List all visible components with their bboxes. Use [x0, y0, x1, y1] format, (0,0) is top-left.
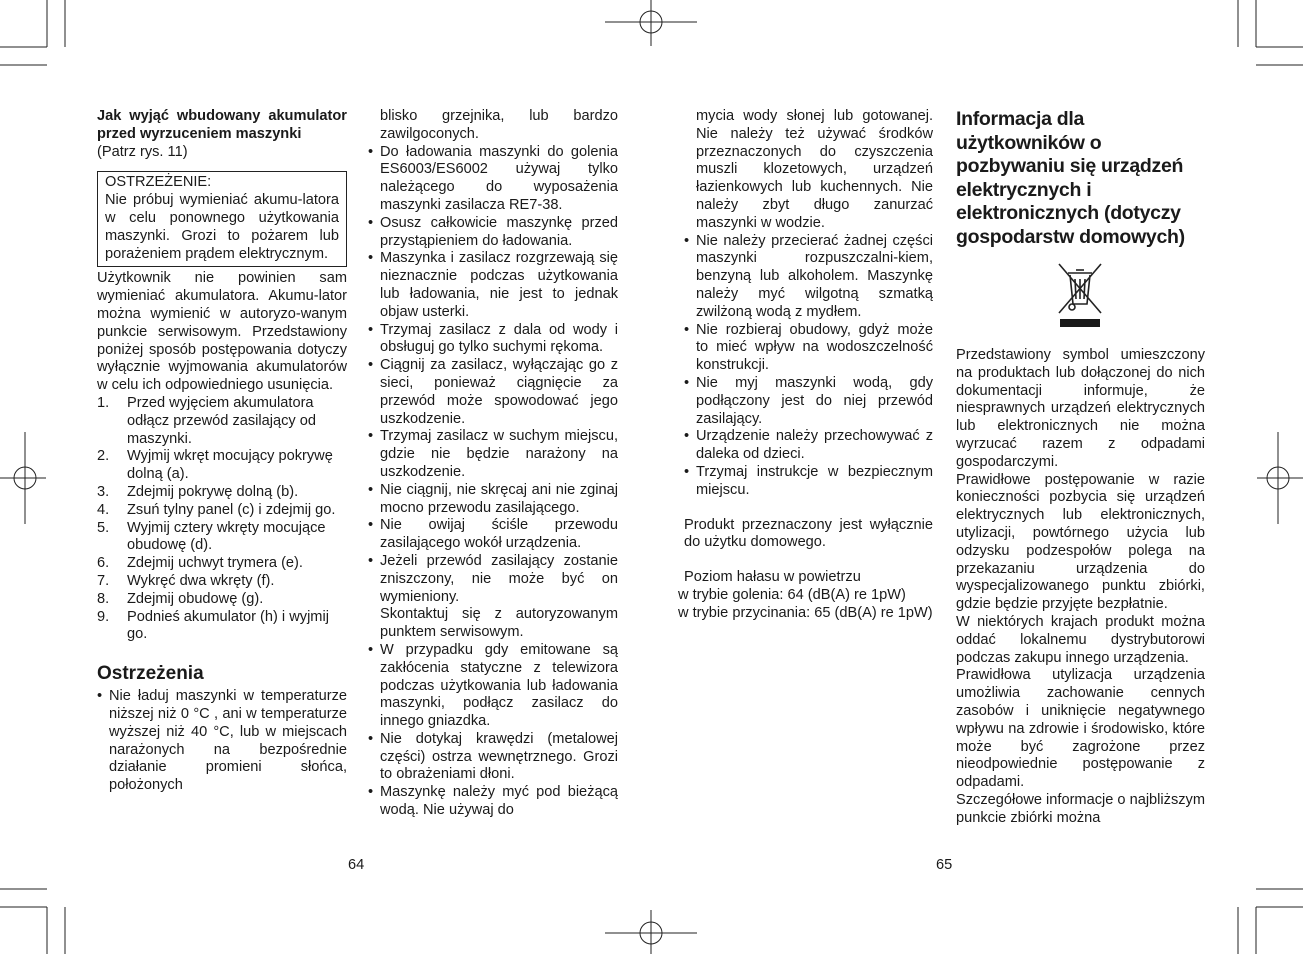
column-4 [956, 108, 1205, 828]
service-contact-note: Skontaktuj się z autoryzowanym punktem serwisowym. [380, 606, 618, 641]
warning-item: • Urządzenie należy przechowywać z daleka od dzieci. [684, 428, 933, 464]
warning-text: Nie próbuj wymieniać akumu-latora w celu ponownego użytkowania maszynki. Grozi to pożarem lub porażeniem prądem elektrycznym. [105, 192, 339, 262]
cord-damage-text: Jeżeli przewód zasilający zostanie zniszczony, nie może być on wymieniony. [380, 552, 618, 605]
warning-item: • Nie myj maszynki wodą, gdy podłączony jest do niej przewód zasilający. [684, 375, 933, 428]
household-use-note: Produkt przeznaczony jest wyłącznie do użytku domowego. [684, 516, 933, 551]
warnings-list-continued [684, 233, 933, 500]
step-item: 7. Wykręć dwa wkręty (f). [97, 572, 275, 589]
warning-item: • W przypadku gdy emitowane są zakłócenia statyczne z telewizora podczas użytkowania lub ładowania maszynki, podłącz zasilacz do innego gniazdka. [368, 642, 618, 731]
warning-item: • Osusz całkowicie maszynkę przed przystąpieniem do ładowania. [368, 215, 618, 251]
step-item: 3. Zdejmij pokrywę dolną (b). [97, 483, 299, 500]
warning-item: • Do ładowania maszynki do golenia ES6003/ES6002 używaj tylko należącego do wyposażenia maszynki zasilacza RE7-38. [368, 144, 618, 215]
warning-item: • Nie owijaj ściśle przewodu zasilającego wokół urządzenia. [368, 517, 618, 553]
warning-continuation: blisko grzejnika, lub bardzo zawilgoconych. [380, 108, 618, 142]
step-item: 1. Przed wyjęciem akumulatora odłącz przewód zasilający od maszynki. [97, 394, 317, 447]
warnings-heading: Ostrzeżenia [97, 663, 204, 685]
crossed-out-wheelie-bin-icon [1056, 261, 1104, 329]
warning-item: • Nie należy przecierać żadnej części maszynki rozpuszczalni-kiem, benzyną lub alkoholem. Maszynkę należy myć wilgotną szmatką zwilżoną wodą z mydłem. [684, 233, 933, 322]
warning-item: • Nie dotykaj krawędzi (metalowej części) ostrza wewnętrznego. Grozi to obrażeniami dłoni. [368, 731, 618, 784]
noise-level-list [678, 586, 933, 623]
registration-mark-top [605, 0, 697, 46]
warning-box [97, 171, 347, 267]
disposal-paragraph: Prawidłowe postępowanie w razie konieczności pozbycia się urządzeń elektrycznych lub elektronicznych, utylizacji, powtórnego użycia lub odzysku podzespołów polega na przekazaniu urządzenia do wyspecjalizowanego punktu zbiórki, gdzie będzie przyjęte bezpłatnie. [956, 471, 1205, 613]
disposal-paragraph: Szczegółowe informacje o najbliższym punkcie zbiórki można [956, 791, 1206, 826]
column-2 [368, 108, 618, 820]
warning-item: • Trzymaj zasilacz z dala od wody i obsługuj go tylko suchymi rękoma. [368, 322, 618, 358]
step-item: 6. Zdejmij uchwyt trymera (e). [97, 555, 303, 572]
registration-mark-left [0, 432, 46, 524]
warning-item: • Trzymaj instrukcje w bezpiecznym miejscu. [684, 464, 933, 500]
warning-item: • Ciągnij za zasilacz, wyłączając go z sieci, ponieważ ciągnięcie za przewód może spowodować jego uszkodzenie. [368, 357, 618, 428]
battery-removal-heading: Jak wyjąć wbudowany akumulator przed wyrzuceniem maszynki [97, 108, 347, 142]
page-number-left: 64 [348, 857, 365, 873]
warning-title: OSTRZEŻENIE: [105, 174, 212, 191]
disposal-info-heading: Informacja dla użytkowników o pozbywaniu się urządzeń elektrycznych i elektronicznych (dotyczy gospodarstw domowych) [956, 108, 1185, 248]
column-1 [97, 108, 347, 795]
disposal-paragraph: Prawidłowa utylizacja urządzenia umożliwia zachowanie cennych zasobów i uniknięcie negatywnego wpływu na zdrowie i środowisko, które może być zagrożone przez nieodpowiednie postępowanie z odpadami. [956, 667, 1205, 791]
warnings-list [97, 688, 347, 795]
noise-level-title: Poziom hałasu w powietrzu [684, 569, 861, 586]
warning-item: • Trzymaj zasilacz w suchym miejscu, gdzie nie będzie narażony na uszkodzenie. [368, 428, 618, 481]
disposal-paragraph: W niektórych krajach produkt można oddać lokalnemu dystrybutorowi podczas zakupu innego urządzenia. [956, 613, 1205, 666]
warning-item [368, 553, 618, 642]
step-item: 4. Zsuń tylny panel (c) i zdejmij go. [97, 501, 336, 518]
step-item: 8. Zdejmij obudowę (g). [97, 590, 264, 607]
figure-reference: (Patrz rys. 11) [97, 143, 188, 160]
continuation-list [684, 108, 933, 233]
warning-item: • Nie ciągnij, nie skręcaj ani nie zginaj mocno przewodu zasilającego. [368, 482, 618, 518]
noise-level-item: w trybie przycinania: 65 (dB(A) re 1pW) [678, 604, 933, 621]
column-3 [678, 108, 933, 623]
page-number-right: 65 [936, 857, 953, 873]
noise-level-item: w trybie golenia: 64 (dB(A) re 1pW) [678, 586, 906, 603]
step-item: 5. Wyjmij cztery wkręty mocujące obudowę (d). [97, 519, 326, 554]
warning-item: • Nie ładuj maszynki w temperaturze niższej niż 0 °C , ani w temperaturze wyższej niż 40 °C, lub w miejscach narażonych na bezpośrednie działanie promieni słońca, położonych [97, 688, 347, 795]
removal-steps [97, 395, 347, 644]
step-item: 2. Wyjmij wkręt mocujący pokrywę dolną (a). [97, 448, 333, 483]
step-item: 9. Podnieś akumulator (h) i wyjmij go. [97, 608, 329, 643]
disposal-paragraph: Przedstawiony symbol umieszczony na produktach lub dołączonej do nich dokumentacji informuje, że niesprawnych urządzeń elektrycznych lub elektronicznych nie można wyrzucać razem z odpadami gospodarczymi. [956, 347, 1205, 470]
registration-mark-right [1257, 432, 1303, 524]
continuation-list [368, 108, 618, 144]
warning-continuation: mycia wody słonej lub gotowanej. Nie należy też używać środków przeznaczonych do czyszczenia muszli klozetowych, urządzeń łazienkowych lub kuchennych. Nie należy zbyt długo zanurzać maszynki w wodzie. [696, 108, 933, 231]
warning-item: • Maszynkę należy myć pod bieżącą wodą. Nie używaj do [368, 784, 618, 820]
warning-item: • Nie rozbieraj obudowy, gdyż może to mieć wpływ na wodoszczelność konstrukcji. [684, 322, 933, 375]
battery-intro: Użytkownik nie powinien sam wymieniać akumulatora. Akumu-lator można wymienić w autoryzo-wanym punkcie serwisowym. Przedstawiony poniżej sposób postępowania dotyczy wyłącznie wyjmowania akumulatorów w celu ich odpowiedniego usunięcia. [97, 270, 347, 394]
warnings-list-continued [368, 144, 618, 820]
registration-mark-bottom [605, 910, 697, 954]
warning-item: • Maszynka i zasilacz rozgrzewają się nieznacznie podczas użytkowania lub ładowania, nie jest to jednak objaw usterki. [368, 250, 618, 321]
